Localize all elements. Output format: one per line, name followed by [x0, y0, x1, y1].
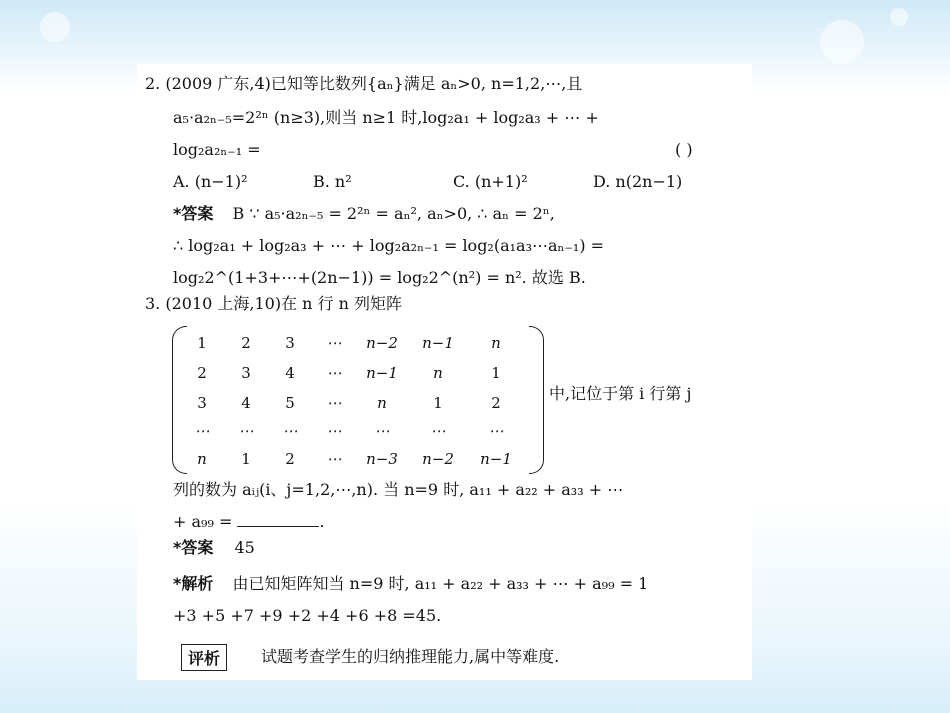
matrix-cell: n [197, 450, 207, 468]
q3-after-matrix: 中,记位于第 i 行第 j [549, 384, 692, 403]
answer-blank [237, 512, 319, 527]
matrix-cell: ⋯ [326, 334, 342, 352]
q3-analysis-line2: +3 +5 +7 +9 +2 +4 +6 +8 =45. [173, 606, 442, 625]
q3-answer-label: *答案 [173, 538, 214, 557]
q2-solution-line2: log₂2^(1+3+⋯+(2n−1)) = log₂2^(n²) = n². 故选 B. [173, 268, 586, 287]
matrix-cell: ⋯ [430, 422, 446, 440]
decorative-bubble [820, 20, 864, 64]
q2-answer-label: *答案 [173, 204, 214, 223]
matrix-cell: n−2 [366, 334, 398, 352]
q3-answer-value: 45 [234, 538, 255, 557]
matrix-cell: ⋯ [374, 422, 390, 440]
matrix-cell: ⋯ [282, 422, 298, 440]
q2-option-b: B. n² [313, 172, 352, 191]
q3-line3-post: . [319, 512, 325, 531]
matrix-cell: 1 [197, 334, 207, 352]
matrix-cell: 3 [241, 364, 251, 382]
matrix-cell: ⋯ [326, 364, 342, 382]
q2-line2: a₅·a₂ₙ₋₅=2²ⁿ (n≥3),则当 n≥1 时,log₂a₁ + log₂a₃ + ⋯ + [173, 108, 599, 127]
matrix-cell: 4 [241, 394, 251, 412]
matrix-cell: n−1 [480, 450, 512, 468]
matrix-cell: ⋯ [326, 422, 342, 440]
matrix-right-paren [529, 326, 544, 474]
q3-line2: 列的数为 aᵢⱼ(i、j=1,2,⋯,n). 当 n=9 时, a₁₁ + a₂₂ + a₃₃ + ⋯ [173, 480, 624, 499]
q2-answer-text: B ∵ a₅·a₂ₙ₋₅ = 2²ⁿ = aₙ², aₙ>0, ∴ aₙ = 2ⁿ, [232, 204, 555, 223]
matrix-cell: n−1 [422, 334, 454, 352]
matrix-cell: n−2 [422, 450, 454, 468]
q2-answer [173, 204, 555, 224]
q2-solution-line1: ∴ log₂a₁ + log₂a₃ + ⋯ + log₂a₂ₙ₋₁ = log₂(a₁a₃⋯aₙ₋₁) = [173, 236, 605, 255]
matrix-cell: ⋯ [488, 422, 504, 440]
matrix-cell: n−3 [366, 450, 398, 468]
q3-analysis-label: *解析 [173, 574, 214, 593]
matrix-cell: 1 [491, 364, 501, 382]
q3-answer [173, 538, 255, 558]
comment-text: 试题考查学生的归纳推理能力,属中等难度. [261, 647, 560, 666]
matrix-cell: n [491, 334, 501, 352]
matrix-cell: 1 [433, 394, 443, 412]
q2-line3: log₂a₂ₙ₋₁ = [173, 140, 261, 159]
matrix-cell: 3 [197, 394, 207, 412]
matrix-cell: ⋯ [194, 422, 210, 440]
matrix-cell: ⋯ [238, 422, 254, 440]
q3-line1: 3. (2010 上海,10)在 n 行 n 列矩阵 [145, 294, 403, 313]
q3-matrix [172, 326, 544, 472]
comment-label-box: 评析 [181, 644, 227, 671]
matrix-cell: 2 [241, 334, 251, 352]
q2-option-a: A. (n−1)² [173, 172, 248, 191]
matrix-cell: n [377, 394, 387, 412]
matrix-cell: 2 [491, 394, 501, 412]
document-page [137, 64, 752, 680]
q2-line1: 2. (2009 广东,4)已知等比数列{aₙ}满足 aₙ>0, n=1,2,⋯,且 [145, 74, 583, 93]
matrix-cell: 3 [285, 334, 295, 352]
matrix-cell: ⋯ [326, 394, 342, 412]
matrix-cell: 5 [285, 394, 295, 412]
q3-analysis [173, 574, 648, 594]
matrix-cell: 4 [285, 364, 295, 382]
matrix-cell: ⋯ [326, 450, 342, 468]
q2-option-c: C. (n+1)² [453, 172, 528, 191]
matrix-cell: 1 [241, 450, 251, 468]
q2-option-d: D. n(2n−1) [593, 172, 683, 191]
q3-line3 [173, 512, 325, 532]
q3-line3-pre: + a₉₉ = [173, 512, 233, 531]
matrix-cell: 2 [285, 450, 295, 468]
matrix-cell: n [433, 364, 443, 382]
decorative-bubble [40, 12, 70, 42]
q2-answer-bracket: ( ) [675, 140, 693, 159]
q3-analysis-line1: 由已知矩阵知当 n=9 时, a₁₁ + a₂₂ + a₃₃ + ⋯ + a₉₉ = 1 [232, 574, 649, 593]
decorative-bubble [890, 8, 908, 26]
matrix-cell: n−1 [366, 364, 398, 382]
matrix-cell: 2 [197, 364, 207, 382]
